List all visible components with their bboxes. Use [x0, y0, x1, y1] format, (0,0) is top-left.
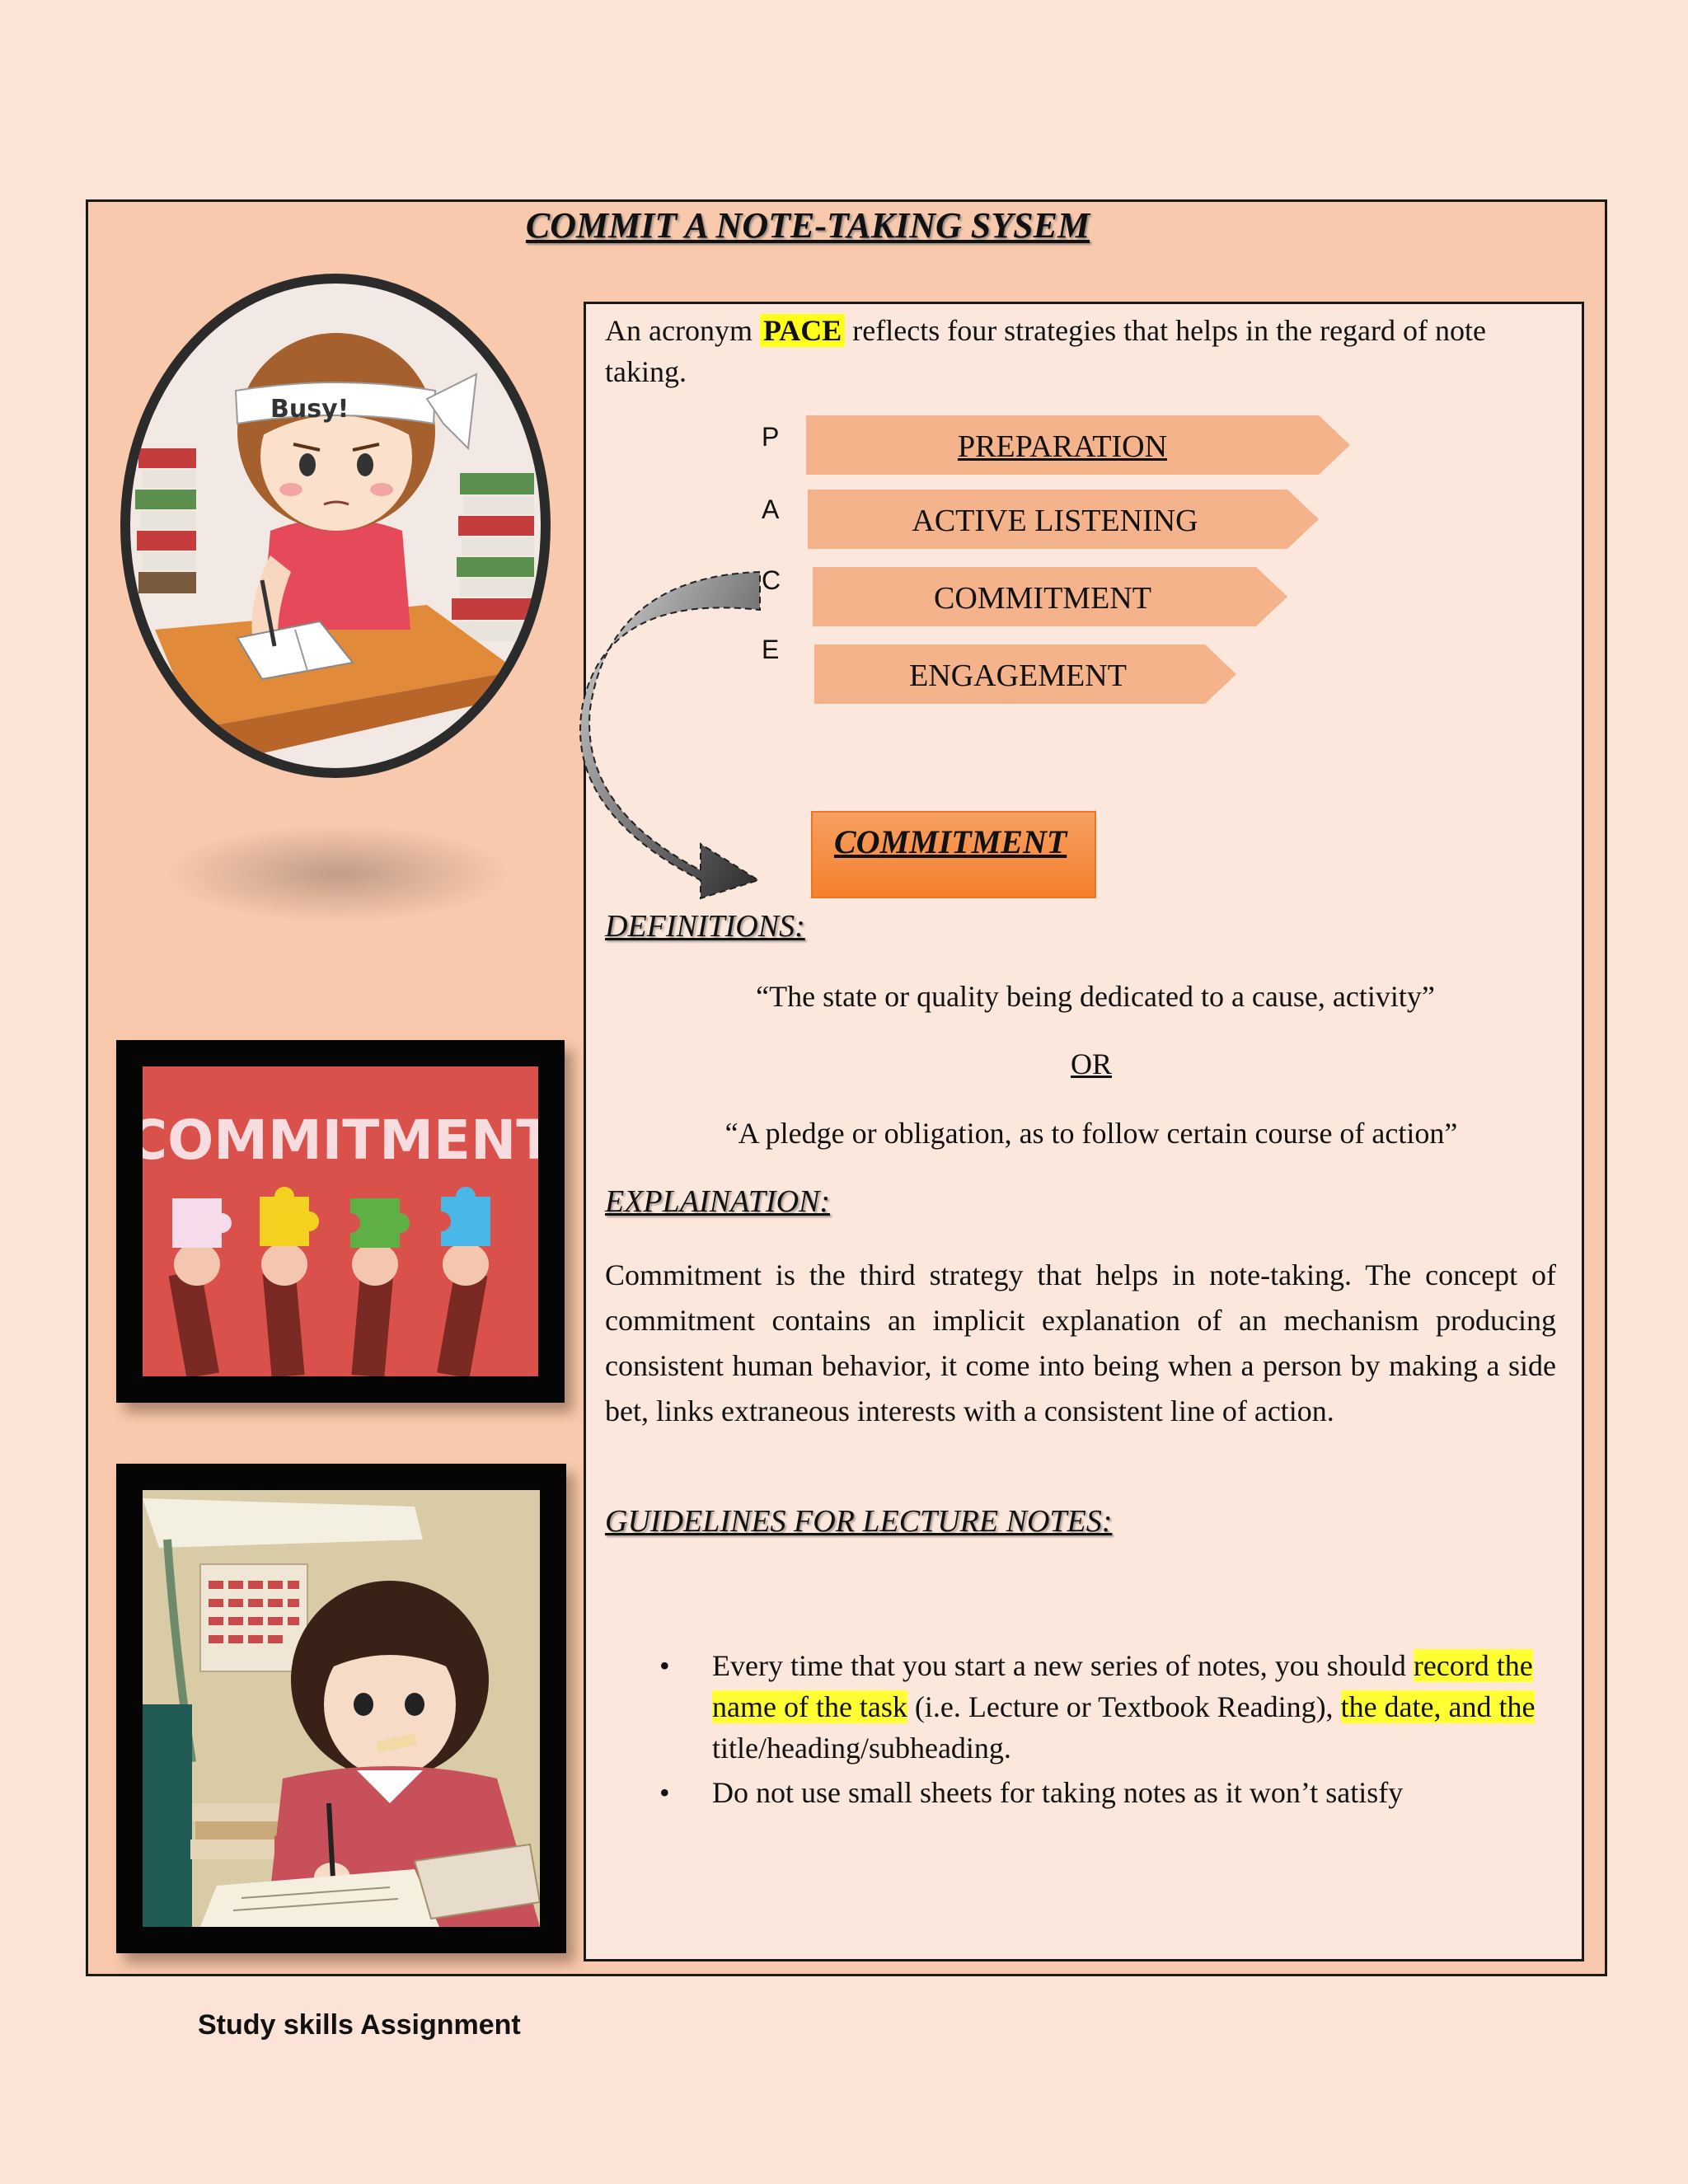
pace-arrow-preparation [806, 415, 1350, 475]
pace-letter-a: A [762, 494, 780, 524]
guideline-highlight: the date, and the [1340, 1690, 1536, 1723]
busy-student-drawing [130, 284, 541, 768]
pace-arrow-active-listening [808, 490, 1319, 549]
headband-text: Busy! [270, 395, 349, 424]
explanation-paragraph: Commitment is the third strategy that helps in note-taking. The concept of commitment contains an implicit explanation of an mechanism producing consistent human behavior, it come into being when a person by making a side bet, links extraneous interests with a consistent line of action. [605, 1258, 1556, 1427]
guideline-text: title/heading/subheading. [712, 1732, 1011, 1765]
guideline-text: (i.e. Lecture or Textbook Reading), [907, 1690, 1341, 1723]
shadow-decoration [165, 824, 511, 923]
curved-arrow-icon [577, 560, 775, 907]
guideline-item [659, 1645, 1550, 1769]
definitions-heading: DEFINITIONS: [605, 909, 805, 944]
pace-label-preparation: PREPARATION [957, 429, 1168, 464]
studying-student-drawing [143, 1490, 540, 1927]
pace-label-commitment: COMMITMENT [934, 581, 1151, 616]
commitment-focus-box: COMMITMENT [811, 811, 1096, 898]
page-title: COMMIT A NOTE-TAKING SYSEM [525, 205, 1090, 246]
busy-student-illustration [120, 274, 551, 778]
commitment-puzzle-image [116, 1040, 565, 1403]
pace-letter-p: P [762, 422, 780, 452]
pace-arrow-commitment [813, 567, 1287, 626]
guideline-text: Every time that you start a new series of notes, you should [712, 1649, 1414, 1682]
footer-text: Study skills Assignment [198, 2009, 521, 2041]
pace-arrow-engagement [814, 644, 1236, 704]
definition-or: OR [1070, 1047, 1112, 1080]
explanation-heading: EXPLAINATION: [605, 1184, 831, 1219]
pace-acronym-highlight: PACE [760, 314, 845, 347]
commitment-puzzle-drawing [143, 1066, 538, 1376]
pace-label-engagement: ENGAGEMENT [909, 658, 1127, 693]
guideline-text: Do not use small sheets for taking notes as it won’t satisfy [712, 1776, 1404, 1809]
studying-student-image [116, 1464, 566, 1953]
commitment-sign-text: COMMITMENT [143, 1108, 538, 1172]
pace-label-active-listening: ACTIVE LISTENING [912, 504, 1198, 538]
definition-one: “The state or quality being dedicated to a cause, activity” [756, 980, 1435, 1013]
definition-two: “A pledge or obligation, as to follow certain course of action” [724, 1117, 1458, 1150]
guideline-highlight: record the name of the task [712, 1649, 1533, 1723]
pace-letter-c: C [762, 565, 781, 595]
intro-paragraph [605, 310, 1520, 392]
guideline-item [659, 1772, 1550, 1813]
intro-text-end: reflects four strategies that helps in the regard of note taking. [605, 314, 1486, 388]
guidelines-heading: GUIDELINES FOR LECTURE NOTES: [605, 1504, 1113, 1539]
guidelines-list [659, 1645, 1550, 1813]
pace-letter-e: E [762, 635, 780, 664]
intro-text-start: An acronym [605, 314, 760, 347]
